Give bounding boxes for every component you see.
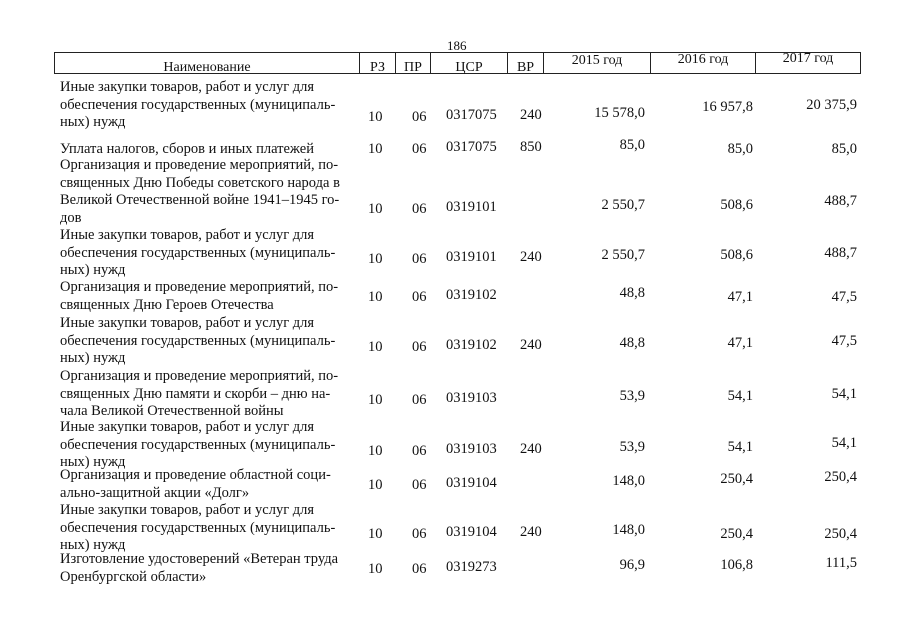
cell-rz: 10	[368, 339, 383, 355]
cell-2015: 15 578,0	[594, 105, 645, 121]
row-name	[60, 157, 360, 227]
cell-2015: 2 550,7	[601, 197, 645, 213]
cell-vr: 850	[520, 139, 542, 155]
cell-2016: 85,0	[727, 141, 753, 157]
cell-csr: 0317075	[446, 139, 497, 155]
cell-pr: 06	[412, 289, 427, 305]
row-name-line: Иные закупки товаров, работ и услуг для	[60, 502, 315, 518]
row-name	[60, 502, 360, 555]
cell-vr: 240	[520, 107, 542, 123]
cell-2017: 54,1	[831, 386, 857, 402]
col-2016: 2016 год	[650, 52, 756, 74]
cell-2016: 47,1	[727, 335, 753, 351]
col-pr: ПР	[395, 52, 431, 74]
cell-pr: 06	[412, 392, 427, 408]
row-name-line: Организация и проведение мероприятий, по-	[60, 157, 339, 173]
cell-2017: 54,1	[831, 435, 857, 451]
row-name-line: обеспечения государственных (муниципаль-	[60, 244, 336, 261]
cell-csr: 0319104	[446, 524, 497, 540]
cell-rz: 10	[368, 251, 383, 267]
row-name-line: ных) нужд	[60, 537, 126, 553]
col-csr: ЦСР	[430, 52, 508, 74]
cell-pr: 06	[412, 526, 427, 542]
row-name-line: Организация и проведение областной соци-	[60, 467, 331, 483]
cell-pr: 06	[412, 477, 427, 493]
cell-2017: 250,4	[824, 469, 857, 485]
row-name-line: обеспечения государственных (муниципаль-	[60, 519, 336, 536]
row-name-line: ных) нужд	[60, 350, 126, 366]
row-name-line: чала Великой Отечественной войны	[60, 403, 284, 419]
row-name	[60, 315, 360, 368]
row-name	[60, 141, 360, 159]
row-name-line: ных) нужд	[60, 114, 126, 130]
cell-csr: 0319273	[446, 559, 497, 575]
cell-rz: 10	[368, 392, 383, 408]
row-name-line: обеспечения государственных (муниципаль-	[60, 332, 336, 349]
row-name-line: ных) нужд	[60, 262, 126, 278]
row-name-line: Иные закупки товаров, работ и услуг для	[60, 419, 315, 435]
cell-2017: 250,4	[824, 526, 857, 542]
cell-vr: 240	[520, 524, 542, 540]
cell-csr: 0319104	[446, 475, 497, 491]
row-name-line: Оренбургской области»	[60, 568, 207, 585]
col-vr: ВР	[507, 52, 544, 74]
cell-2016: 508,6	[720, 197, 753, 213]
col-2017: 2017 год	[755, 52, 861, 74]
cell-2015: 53,9	[619, 439, 645, 455]
cell-2016: 250,4	[720, 471, 753, 487]
cell-rz: 10	[368, 526, 383, 542]
cell-2015: 96,9	[619, 557, 645, 573]
cell-pr: 06	[412, 141, 427, 157]
cell-vr: 240	[520, 441, 542, 457]
cell-pr: 06	[412, 251, 427, 267]
row-name-line: обеспечения государственных (муниципаль-	[60, 436, 336, 453]
cell-csr: 0317075	[446, 107, 497, 123]
col-rz: РЗ	[359, 52, 396, 74]
cell-2017: 47,5	[831, 333, 857, 349]
row-name	[60, 551, 360, 586]
cell-csr: 0319102	[446, 337, 497, 353]
row-name-line: священных Дню памяти и скорби – дню на-	[60, 385, 331, 402]
cell-pr: 06	[412, 201, 427, 217]
row-name-line: Организация и проведение мероприятий, по-	[60, 368, 339, 384]
row-name-line: Уплата налогов, сборов и иных платежей	[60, 141, 314, 157]
cell-csr: 0319101	[446, 249, 497, 265]
cell-vr: 240	[520, 249, 542, 265]
row-name-line: священных Дню Героев Отечества	[60, 296, 274, 313]
cell-2016: 47,1	[727, 289, 753, 305]
cell-csr: 0319101	[446, 199, 497, 215]
cell-csr: 0319103	[446, 390, 497, 406]
row-name	[60, 368, 360, 421]
cell-2015: 53,9	[619, 388, 645, 404]
cell-2017: 111,5	[825, 555, 857, 571]
row-name-line: Иные закупки товаров, работ и услуг для	[60, 79, 315, 95]
row-name	[60, 79, 360, 132]
cell-2017: 20 375,9	[806, 97, 857, 113]
cell-2015: 148,0	[612, 522, 645, 538]
table-header	[54, 52, 861, 76]
cell-2015: 85,0	[619, 137, 645, 153]
cell-pr: 06	[412, 561, 427, 577]
cell-rz: 10	[368, 443, 383, 459]
cell-rz: 10	[368, 201, 383, 217]
cell-pr: 06	[412, 443, 427, 459]
cell-2015: 148,0	[612, 473, 645, 489]
cell-rz: 10	[368, 109, 383, 125]
cell-2015: 48,8	[619, 335, 645, 351]
cell-csr: 0319103	[446, 441, 497, 457]
row-name	[60, 279, 360, 314]
row-name-line: ально-защитной акции «Долг»	[60, 484, 250, 501]
cell-2017: 488,7	[824, 193, 857, 209]
cell-2016: 54,1	[727, 439, 753, 455]
row-name-line: Иные закупки товаров, работ и услуг для	[60, 315, 315, 331]
cell-rz: 10	[368, 477, 383, 493]
cell-rz: 10	[368, 289, 383, 305]
row-name	[60, 227, 360, 280]
cell-pr: 06	[412, 109, 427, 125]
cell-rz: 10	[368, 141, 383, 157]
cell-pr: 06	[412, 339, 427, 355]
row-name	[60, 419, 360, 472]
cell-2016: 16 957,8	[702, 99, 753, 115]
cell-2017: 47,5	[831, 289, 857, 305]
cell-2017: 488,7	[824, 245, 857, 261]
row-name-line: ных) нужд	[60, 454, 126, 470]
cell-2017: 85,0	[831, 141, 857, 157]
cell-vr: 240	[520, 337, 542, 353]
cell-2016: 508,6	[720, 247, 753, 263]
row-name	[60, 467, 360, 502]
row-name-line: Великой Отечественной войне 1941–1945 го-	[60, 192, 340, 208]
cell-2015: 48,8	[619, 285, 645, 301]
col-name: Наименование	[54, 52, 360, 74]
cell-2016: 54,1	[727, 388, 753, 404]
row-name-line: обеспечения государственных (муниципаль-	[60, 96, 336, 113]
row-name-line: Иные закупки товаров, работ и услуг для	[60, 227, 315, 243]
cell-2016: 250,4	[720, 526, 753, 542]
cell-rz: 10	[368, 561, 383, 577]
page-number: 186	[447, 38, 467, 53]
cell-2015: 2 550,7	[601, 247, 645, 263]
cell-csr: 0319102	[446, 287, 497, 303]
row-name-line: священных Дню Победы советского народа в	[60, 174, 340, 191]
col-2015: 2015 год	[543, 52, 651, 74]
row-name-line: Изготовление удостоверений «Ветеран труда	[60, 551, 339, 567]
row-name-line: дов	[60, 209, 82, 226]
row-name-line: Организация и проведение мероприятий, по-	[60, 279, 339, 295]
cell-2016: 106,8	[720, 557, 753, 573]
